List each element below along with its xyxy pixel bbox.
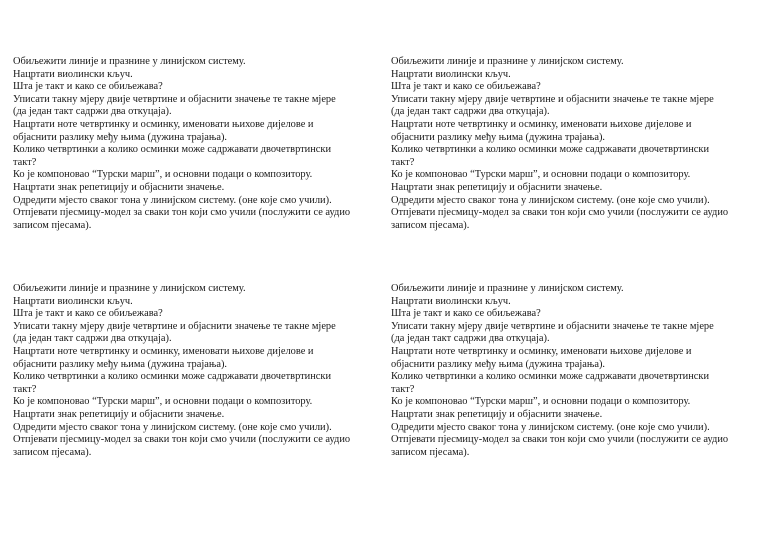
text-line: Шта је такт и како се обиљежава?	[13, 308, 163, 320]
text-line: Нацртати знак репетицију и објаснити значење.	[13, 181, 225, 193]
text-line: Отпјевати пјесмицу-модел за сваки тон који смо учили (послужити се аудио	[13, 207, 351, 219]
text-line: Нацртати ноте четвртинку и осминку, именовати њихове дијелове и	[391, 118, 692, 130]
text-line: такт?	[13, 383, 37, 395]
text-line: Уписати такну мјеру двије четвртине и објаснити значење те такне мјере	[13, 320, 336, 332]
text-line: Шта је такт и како се обиљежава?	[13, 81, 163, 93]
text-line: Шта је такт и како се обиљежава?	[391, 308, 541, 320]
text-line: записом пјесама).	[13, 219, 92, 231]
text-line: Нацртати ноте четвртинку и осминку, именовати њихове дијелове и	[13, 345, 314, 357]
text-line: Ко је компоновао “Турски марш”, и основни подаци о композитору.	[391, 169, 691, 181]
text-line: записом пјесама).	[391, 446, 470, 458]
text-line: записом пјесама).	[13, 446, 92, 458]
text-line: Нацртати ноте четвртинку и осминку, именовати њихове дијелове и	[13, 118, 314, 130]
text-line: Нацртати виолински кључ.	[391, 68, 511, 80]
question-block-bottom-left	[13, 283, 375, 459]
text-line: Колико четвртинки а колико осминки може садржавати двочетвртински	[13, 144, 332, 156]
text-line: Нацртати ноте четвртинку и осминку, именовати њихове дијелове и	[391, 345, 692, 357]
text-line: Обиљежити линије и празнине у линијском систему.	[391, 283, 624, 294]
text-line: Обиљежити линије и празнине у линијском систему.	[13, 56, 246, 67]
text-line: Одредити мјесто сваког тона у линијском систему. (оне које смо учили).	[391, 421, 710, 433]
text-line: Колико четвртинки а колико осминки може садржавати двочетвртински	[13, 371, 332, 383]
question-block-bottom-right	[391, 283, 753, 459]
text-line: Нацртати знак репетицију и објаснити значење.	[391, 181, 603, 193]
text-line: (да један такт садржи два откуцаја).	[13, 106, 172, 118]
text-line: Обиљежити линије и празнине у линијском систему.	[13, 283, 246, 294]
text-line: Шта је такт и како се обиљежава?	[391, 81, 541, 93]
text-line: Отпјевати пјесмицу-модел за сваки тон који смо учили (послужити се аудио	[13, 434, 351, 446]
text-line: Уписати такну мјеру двије четвртине и објаснити значење те такне мјере	[13, 93, 336, 105]
text-line: Ко је компоновао “Турски марш”, и основни подаци о композитору.	[13, 169, 313, 181]
text-line: Уписати такну мјеру двије четвртине и објаснити значење те такне мјере	[391, 93, 714, 105]
text-line: Нацртати знак репетицију и објаснити значење.	[13, 408, 225, 420]
text-line: објаснити разлику међу њима (дужина трајања).	[13, 131, 228, 143]
text-line: Одредити мјесто сваког тона у линијском систему. (оне које смо учили).	[391, 194, 710, 206]
text-line: такт?	[391, 156, 415, 168]
text-line: Нацртати виолински кључ.	[13, 295, 133, 307]
text-line: такт?	[391, 383, 415, 395]
text-line: Нацртати виолински кључ.	[13, 68, 133, 80]
question-block-top-right	[391, 56, 753, 232]
text-line: (да један такт садржи два откуцаја).	[391, 333, 550, 345]
text-line: Нацртати виолински кључ.	[391, 295, 511, 307]
text-line: Ко је компоновао “Турски марш”, и основни подаци о композитору.	[13, 396, 313, 408]
text-line: објаснити разлику међу њима (дужина трајања).	[391, 131, 606, 143]
question-block-top-left	[13, 56, 375, 232]
text-line: Колико четвртинки а колико осминки може садржавати двочетвртински	[391, 371, 710, 383]
text-line: (да један такт садржи два откуцаја).	[13, 333, 172, 345]
text-line: (да један такт садржи два откуцаја).	[391, 106, 550, 118]
text-line: објаснити разлику међу њима (дужина трајања).	[391, 358, 606, 370]
text-line: Обиљежити линије и празнине у линијском систему.	[391, 56, 624, 67]
text-line: Ко је компоновао “Турски марш”, и основни подаци о композитору.	[391, 396, 691, 408]
text-line: Уписати такну мјеру двије четвртине и објаснити значење те такне мјере	[391, 320, 714, 332]
text-line: такт?	[13, 156, 37, 168]
text-line: Нацртати знак репетицију и објаснити значење.	[391, 408, 603, 420]
text-line: Одредити мјесто сваког тона у линијском систему. (оне које смо учили).	[13, 421, 332, 433]
text-line: објаснити разлику међу њима (дужина трајања).	[13, 358, 228, 370]
text-line: Отпјевати пјесмицу-модел за сваки тон који смо учили (послужити се аудио	[391, 434, 729, 446]
text-line: Отпјевати пјесмицу-модел за сваки тон који смо учили (послужити се аудио	[391, 207, 729, 219]
text-line: Одредити мјесто сваког тона у линијском систему. (оне које смо учили).	[13, 194, 332, 206]
text-line: записом пјесама).	[391, 219, 470, 231]
text-line: Колико четвртинки а колико осминки може садржавати двочетвртински	[391, 144, 710, 156]
